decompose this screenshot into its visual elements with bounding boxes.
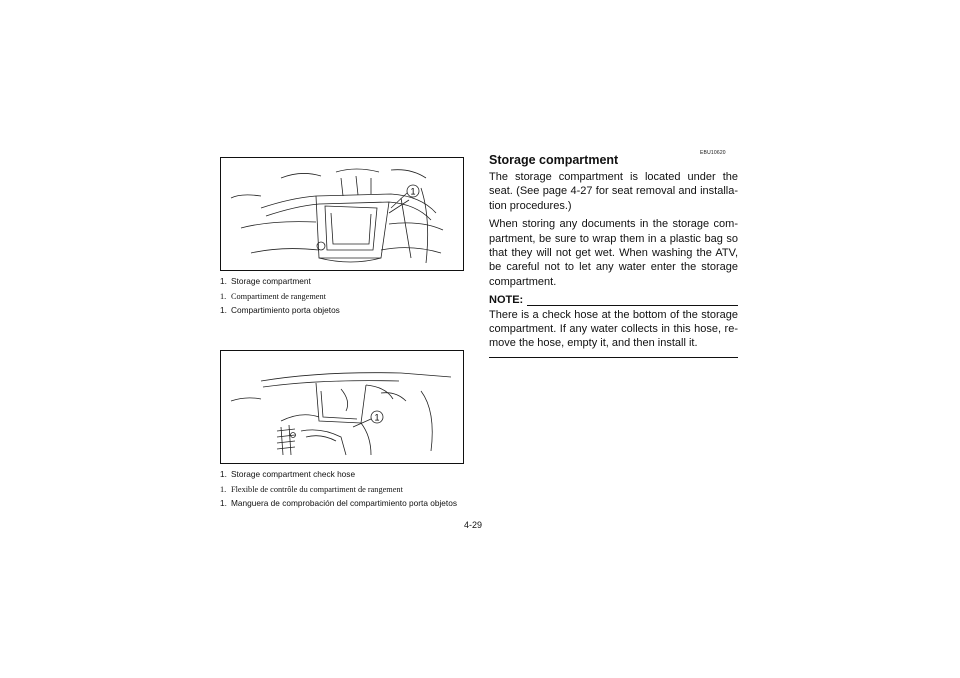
caption-english: 1. Storage compartment <box>220 276 311 286</box>
caption-french: 1. Flexible de contrôle du compartiment de rangement <box>220 484 403 494</box>
figure-1-caption <box>220 276 480 320</box>
page-number: 4-29 <box>464 520 483 530</box>
paragraph-documents: When storing any documents in the storage com-partment, be sure to wrap them in a plastic bag so that they will not get wet. When washing the ATV, be careful not to let any water enter the storage compartment. <box>489 218 738 288</box>
callout-number: 1 <box>410 186 416 197</box>
caption-english: 1. Storage compartment check hose <box>220 469 356 479</box>
section-code: EBU10620 <box>700 150 726 156</box>
caption-spanish: 1. Compartimiento porta objetos <box>220 305 340 315</box>
note-rule <box>527 305 738 306</box>
note-text: There is a check hose at the bottom of the storage compartment. If any water collects in this hose, re-move the hose, empty it, and then install it. <box>489 308 738 350</box>
figure-check-hose <box>220 350 464 464</box>
caption-french: 1. Compartiment de rangement <box>220 291 326 301</box>
section-title: Storage compartment <box>489 153 619 167</box>
section-body <box>489 170 738 358</box>
figure-2-caption <box>220 469 480 513</box>
check-hose-illustration <box>221 351 463 463</box>
storage-compartment-illustration <box>221 158 463 270</box>
note-label: NOTE: <box>489 294 524 307</box>
caption-spanish: 1. Manguera de comprobación del compartimiento porta objetos <box>220 498 457 508</box>
note-end-rule <box>489 357 738 358</box>
callout-number: 1 <box>374 412 380 423</box>
note-heading <box>489 293 738 307</box>
paragraph-location: The storage compartment is located under the seat. (See page 4-27 for seat removal and installa-tion procedures.) <box>489 171 738 212</box>
figure-storage-compartment <box>220 157 464 271</box>
